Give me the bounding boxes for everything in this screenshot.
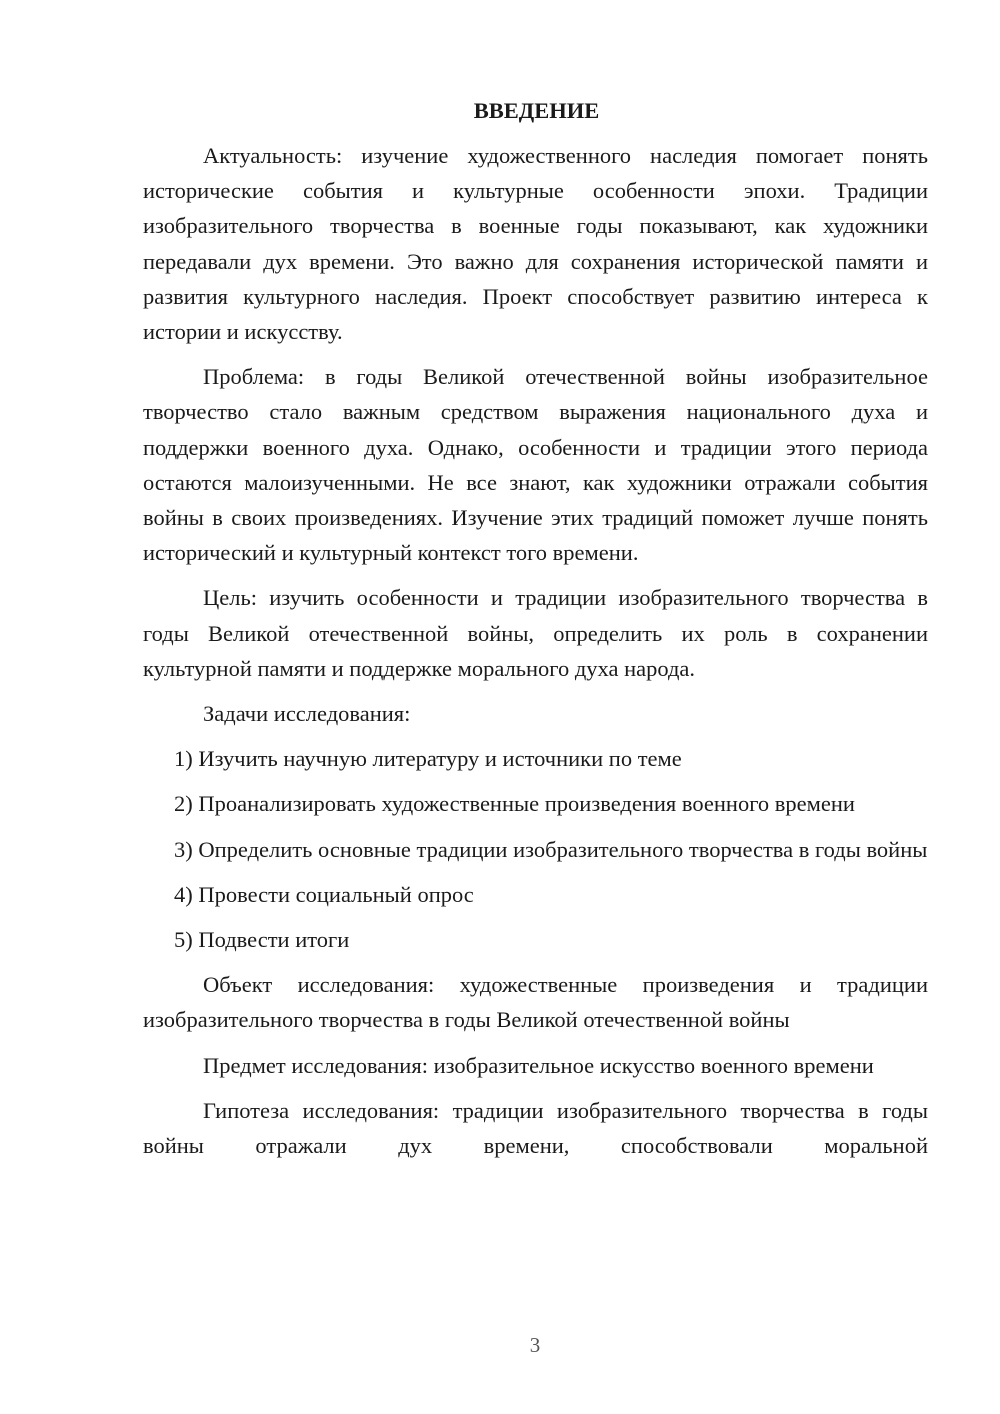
paragraph-goal: Цель: изучить особенности и традиции изобразительного творчества в годы Великой отечественной войны, определить их роль в сохранении культурной памяти и поддержке морального духа народа. bbox=[143, 585, 928, 681]
list-item: 5) Подвести итоги bbox=[174, 927, 350, 953]
page-number: 3 bbox=[529, 1333, 541, 1357]
list-item: 1) Изучить научную литературу и источники по теме bbox=[174, 746, 682, 772]
paragraph-hypothesis: Гипотеза исследования: традиции изобразительного творчества в годы войны отражали дух времени, способствовали моральной bbox=[143, 1097, 928, 1159]
paragraph-object: Объект исследования: художественные произведения и традиции изобразительного творчества в годы Великой отечественной войны bbox=[143, 972, 928, 1033]
list-item: 4) Провести социальный опрос bbox=[174, 881, 474, 907]
list-item: 3) Определить основные традиции изобразительного творчества в годы войны bbox=[174, 836, 928, 862]
section-title: ВВЕДЕНИЕ bbox=[473, 98, 600, 123]
paragraph-tasks-heading: Задачи исследования: bbox=[203, 701, 411, 727]
page-content bbox=[143, 93, 928, 1173]
list-item: 2) Проанализировать художественные произведения военного времени bbox=[174, 791, 855, 817]
paragraph-problem: Проблема: в годы Великой отечественной войны изобразительное творчество стало важным средством выражения национального духа и поддержки военного духа. Однако, особенности и традиции этого периода остаются малоизученными. Не все знают, как художники отражали события войны в своих произведениях. Изучение этих традиций поможет лучше понять исторический и культурный контекст того времени. bbox=[143, 364, 928, 566]
paragraph-relevance: Актуальность: изучение художественного наследия помогает понять исторические события и культурные особенности эпохи. Традиции изобразительного творчества в военные годы показывают, как художники передавали дух времени. Это важно для сохранения исторической памяти и развития культурного наследия. Проект способствует развитию интереса к истории и искусству. bbox=[143, 143, 928, 345]
paragraph-subject: Предмет исследования: изобразительное искусство военного времени bbox=[203, 1052, 874, 1078]
